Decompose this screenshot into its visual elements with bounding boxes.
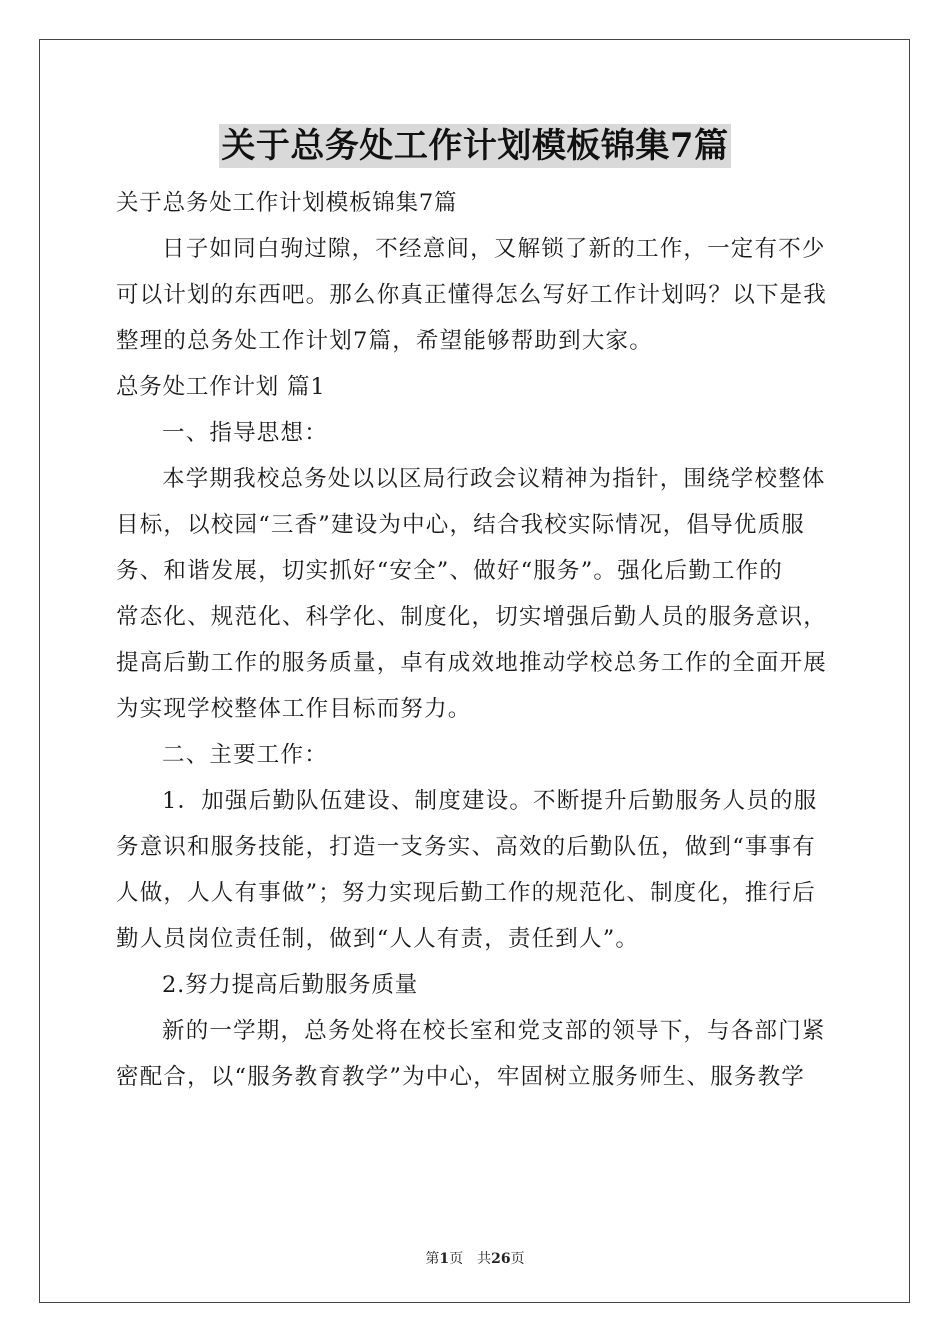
page-mid: 页 共 <box>449 1251 492 1267</box>
page-number: 1 <box>439 1251 450 1267</box>
total-pages: 26 <box>491 1251 511 1267</box>
subheading: 2.努力提高后勤服务质量 <box>162 972 419 998</box>
body-line: 人做，人人有事做”；努力实现后勤工作的规范化、制度化，推行后 <box>116 880 817 906</box>
body-line: 提高后勤工作的服务质量，卓有成效地推动学校总务工作的全面开展 <box>116 650 828 676</box>
document-title: 关于总务处工作计划模板锦集7篇 <box>221 126 729 166</box>
body-line: 可以计划的东西吧。那么你真正懂得怎么写好工作计划吗？以下是我 <box>116 282 828 308</box>
body-line: 新的一学期，总务处将在校长室和党支部的领导下，与各部门紧 <box>162 1018 826 1044</box>
body-line: 常态化、规范化、科学化、制度化，切实增强后勤人员的服务意识， <box>116 604 828 630</box>
body-line: 目标，以校园“三香”建设为中心，结合我校实际情况，倡导优质服 <box>116 512 806 538</box>
page-suffix: 页 <box>510 1251 525 1267</box>
page-footer <box>0 1248 950 1268</box>
subheading: 二、主要工作： <box>162 742 328 768</box>
body-line: 密配合，以“服务教育教学”为中心，牢固树立服务师生、服务教学 <box>116 1064 806 1090</box>
subheading: 一、指导思想： <box>162 420 328 446</box>
body-line: 务意识和服务技能，打造一支务实、高效的后勤队伍，做到“事事有 <box>116 834 817 860</box>
body-line: 本学期我校总务处以以区局行政会议精神为指针，围绕学校整体 <box>162 466 826 492</box>
section-heading: 总务处工作计划 篇1 <box>116 374 326 400</box>
body-line: 勤人员岗位责任制，做到“人人有责，责任到人”。 <box>116 926 640 952</box>
body-line: 务、和谐发展，切实抓好“安全”、做好“服务”。强化后勤工作的 <box>116 558 784 584</box>
body-line: 1．加强后勤队伍建设、制度建设。不断提升后勤服务人员的服 <box>162 788 818 814</box>
document-body <box>116 180 836 1100</box>
body-line: 关于总务处工作计划模板锦集7篇 <box>116 190 458 216</box>
body-line: 日子如同白驹过隙，不经意间，又解锁了新的工作，一定有不少 <box>162 236 826 262</box>
body-line: 整理的总务处工作计划7篇，希望能够帮助到大家。 <box>116 328 653 354</box>
title-area <box>0 124 950 168</box>
body-line: 为实现学校整体工作目标而努力。 <box>116 696 472 722</box>
page-prefix: 第 <box>425 1251 440 1267</box>
